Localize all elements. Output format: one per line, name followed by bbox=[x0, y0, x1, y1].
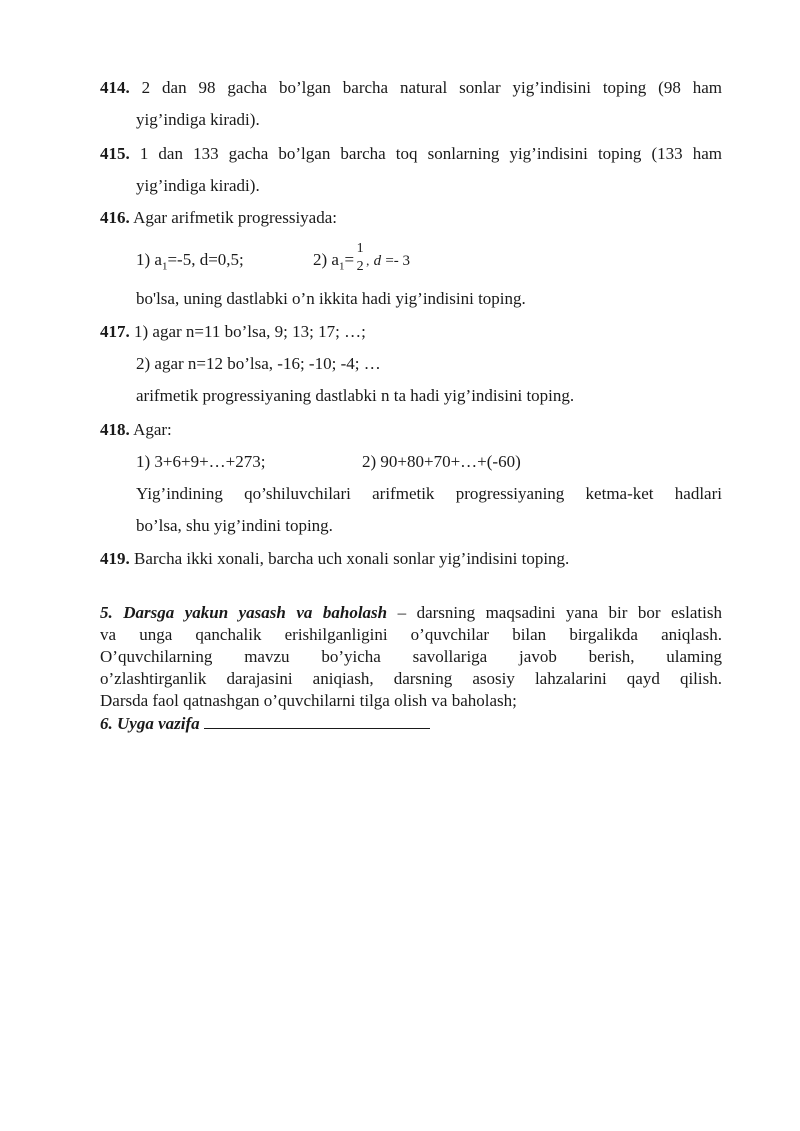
section5-line2: va unga qanchalik erishilganligini o’quvchilar bilan birgalikda aniqlash. bbox=[100, 625, 722, 644]
problem-418-intro: Agar: bbox=[133, 420, 172, 439]
section5-dash: – bbox=[387, 603, 417, 622]
section5-heading: 5. Darsga yakun yasash va baholash bbox=[100, 603, 388, 622]
section5-line3: O’quvchilarning mavzu bo’yicha savollariga javob berish, ulaming bbox=[100, 647, 722, 666]
problem-418-number: 418. bbox=[100, 420, 130, 439]
problem-419-number: 419. bbox=[100, 549, 130, 568]
problem-415-text: 1 dan 133 gacha bo’lgan barcha toq sonlarning yig’indisini toping (133 ham bbox=[139, 144, 723, 163]
problem-414-text: 2 dan 98 gacha bo’lgan barcha natural sonlar yig’indisini toping (98 ham bbox=[141, 78, 723, 97]
fraction-denominator: 2 bbox=[356, 259, 364, 275]
problem-416-line1 bbox=[100, 207, 337, 229]
problem-416-case2 bbox=[313, 241, 411, 275]
case2-separator: , bbox=[366, 253, 370, 268]
problem-417-line3: arifmetik progressiyaning dastlabki n ta hadi yig’indisini toping. bbox=[136, 386, 575, 405]
section5-text-1: darsning maqsadini yana bir bor eslatish bbox=[416, 603, 722, 622]
case2-d-value: =- 3 bbox=[385, 253, 411, 269]
case2-prefix: 2) a bbox=[313, 250, 339, 269]
section5-line1 bbox=[100, 602, 722, 624]
problem-417-number: 417. bbox=[100, 322, 130, 341]
fraction-numerator: 1 bbox=[356, 241, 364, 257]
problem-419-text: Barcha ikki xonali, barcha uch xonali sonlar yig’indisini toping. bbox=[134, 549, 570, 568]
section6-heading: 6. Uyga vazifa bbox=[100, 714, 200, 733]
problem-417-case1: 1) agar n=11 bo’lsa, 9; 13; 17; …; bbox=[134, 322, 366, 341]
section5-line5: Darsda faol qatnashgan o’quvchilarni tilga olish va baholash; bbox=[100, 691, 517, 710]
section6-line bbox=[100, 712, 430, 735]
case2-equals: = bbox=[344, 250, 355, 269]
fraction-one-half bbox=[354, 241, 366, 275]
problem-417-case2: 2) agar n=12 bo’lsa, -16; -10; -4; … bbox=[136, 354, 381, 373]
section5-line4: o’zlashtirganlik darajasini aniqiash, darsning asosiy lahzalarini qayd qilish. bbox=[100, 669, 722, 688]
problem-414-line1 bbox=[100, 77, 722, 99]
problem-416-number: 416. bbox=[100, 208, 130, 227]
case1-prefix: 1) a bbox=[136, 250, 162, 269]
problem-416-intro: Agar arifmetik progressiyada: bbox=[133, 208, 337, 227]
problem-414-line2: yig’indiga kiradi). bbox=[136, 110, 260, 129]
problem-414-number: 414. bbox=[100, 78, 130, 97]
problem-418-case1: 1) 3+6+9+…+273; bbox=[136, 452, 266, 471]
case2-subscript: 1 bbox=[338, 260, 345, 273]
problem-415-number: 415. bbox=[100, 144, 130, 163]
case1-subscript: 1 bbox=[161, 260, 168, 273]
problem-415-line2: yig’indiga kiradi). bbox=[136, 176, 260, 195]
problem-417-line1 bbox=[100, 321, 366, 343]
case1-values: =-5, d=0,5; bbox=[167, 250, 244, 269]
problem-416-case1 bbox=[136, 249, 244, 271]
case2-d-symbol: d bbox=[373, 253, 382, 269]
problem-418-line1 bbox=[100, 419, 172, 441]
problem-416-outro: bo'lsa, uning dastlabki o’n ikkita hadi yig’indisini toping. bbox=[136, 289, 526, 308]
problem-418-line3: Yig’indining qo’shiluvchilari arifmetik progressiyaning ketma-ket hadlari bbox=[136, 484, 722, 503]
problem-418-case2: 2) 90+80+70+…+(-60) bbox=[362, 452, 521, 471]
homework-blank-line bbox=[204, 712, 430, 729]
problem-418-line4: bo’lsa, shu yig’indini toping. bbox=[136, 516, 333, 535]
problem-415-line1 bbox=[100, 143, 722, 165]
problem-419-line1 bbox=[100, 548, 569, 570]
